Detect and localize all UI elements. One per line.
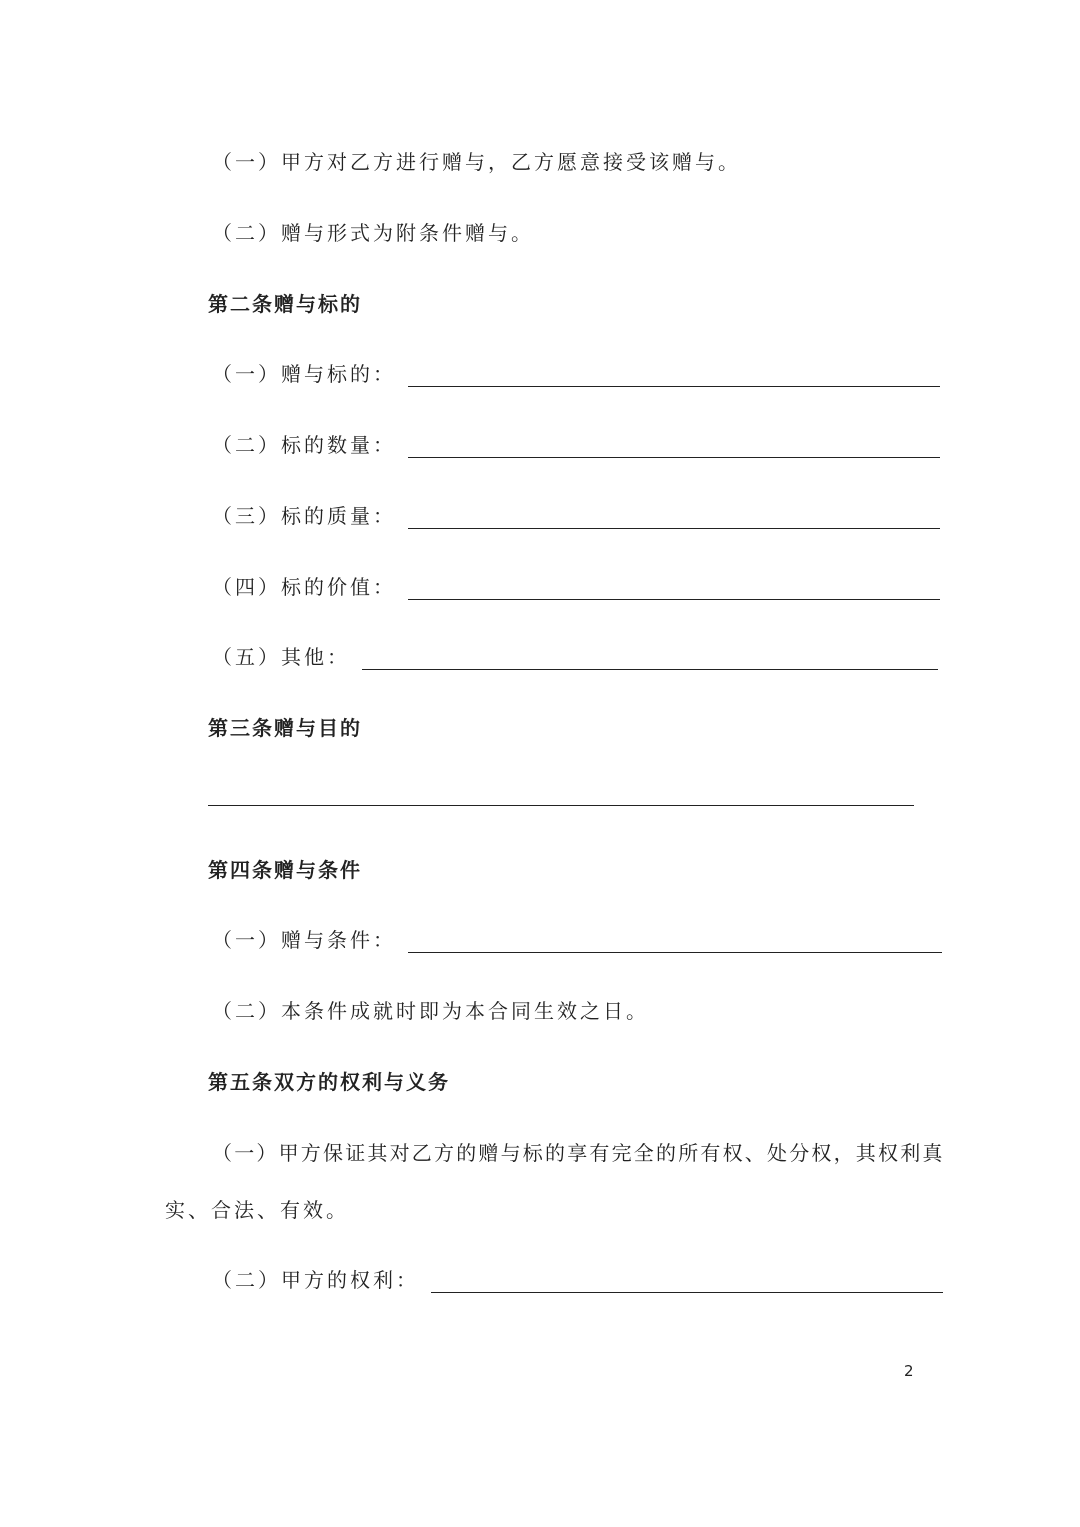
art5-item1-line1: （一）甲方保证其对乙方的赠与标的享有完全的所有权、处分权，其权利真 [212,1141,945,1165]
art5-item2-blank[interactable] [431,1272,943,1293]
art2-item2-blank[interactable] [408,437,940,458]
art4-item2: （二）本条件成就时即为本合同生效之日。 [212,999,649,1023]
art3-blank-line[interactable] [208,805,914,806]
art2-item4-label: （四）标的价值： [212,575,396,599]
art5-item2-label: （二）甲方的权利： [212,1268,419,1292]
art2-item4 [212,571,940,600]
art2-item3-blank[interactable] [408,508,940,529]
art4-item1-blank[interactable] [408,932,942,953]
art2-item4-blank[interactable] [408,579,940,600]
art1-item1: （一）甲方对乙方进行赠与，乙方愿意接受该赠与。 [212,150,741,174]
art2-item2-label: （二）标的数量： [212,433,396,457]
art2-item3 [212,500,940,529]
art1-item2: （二）赠与形式为附条件赠与。 [212,221,534,245]
page-number: 2 [904,1362,914,1380]
art5-item1-line2: 实、合法、有效。 [165,1198,349,1222]
art4-item1 [212,924,942,953]
art2-title: 第二条赠与标的 [208,292,362,316]
art3-title: 第三条赠与目的 [208,716,362,740]
art2-item1-label: （一）赠与标的： [212,362,396,386]
art2-item5-blank[interactable] [362,649,938,670]
art4-title: 第四条赠与条件 [208,858,362,882]
art2-item5 [212,641,938,670]
art2-item3-label: （三）标的质量： [212,504,396,528]
art2-item1-blank[interactable] [408,366,940,387]
art2-item2 [212,429,940,458]
art2-item1 [212,358,940,387]
art2-item5-label: （五）其他： [212,645,350,669]
art4-item1-label: （一）赠与条件： [212,928,396,952]
art5-title: 第五条双方的权利与义务 [208,1070,450,1094]
art5-item2 [212,1264,943,1293]
